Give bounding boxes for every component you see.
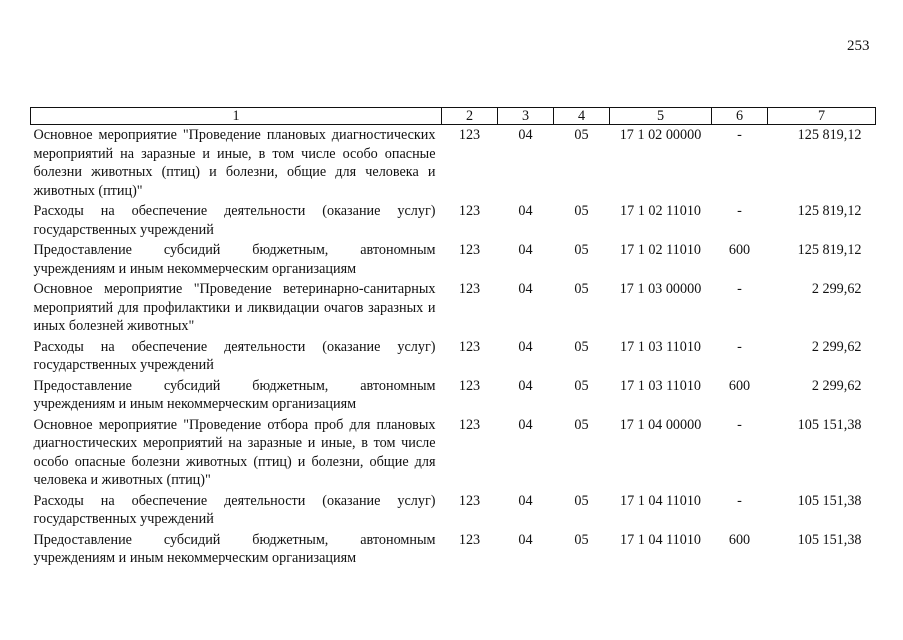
row-code-admin: 123: [458, 338, 481, 355]
table-row: [31, 279, 876, 337]
row-code-section: 04: [518, 203, 533, 219]
row-code-subsection: 05: [574, 416, 589, 433]
row-code-admin: 123: [458, 377, 481, 394]
page-number: 253: [847, 38, 870, 54]
row-code-expense-type: -: [737, 338, 742, 355]
row-code-target: 17 1 04 00000: [619, 416, 702, 433]
row-code-section: 04: [518, 281, 533, 297]
row-code-section: 04: [518, 127, 533, 143]
table-row: [31, 125, 876, 202]
header-col-5: 5: [610, 108, 712, 125]
table-row: [31, 201, 876, 240]
row-code-target: 17 1 02 00000: [619, 127, 702, 143]
row-code-section: 04: [518, 531, 533, 548]
row-code-expense-type: -: [737, 281, 742, 297]
row-amount: 105 151,38: [797, 531, 862, 548]
row-name: Расходы на обеспечение деятельности (оказание услуг) государственных учреждений: [33, 492, 436, 527]
header-col-4: 4: [554, 108, 610, 125]
row-code-subsection: 05: [574, 531, 589, 548]
table-row: [31, 337, 876, 376]
row-code-expense-type: -: [737, 492, 742, 509]
row-amount: 125 819,12: [797, 242, 862, 258]
row-amount: 125 819,12: [797, 203, 862, 219]
row-amount: 2 299,62: [811, 377, 862, 394]
row-code-expense-type: -: [737, 416, 742, 433]
row-name: Предоставление субсидий бюджетным, автономным учреждениям и иным некоммерческим организациям: [33, 531, 436, 566]
table-row: [31, 491, 876, 530]
table-row: [31, 415, 876, 491]
row-code-expense-type: 600: [728, 531, 751, 548]
row-code-section: 04: [518, 338, 533, 355]
row-code-target: 17 1 04 11010: [619, 531, 702, 548]
header-col-6: 6: [712, 108, 768, 125]
row-name: Предоставление субсидий бюджетным, автономным учреждениям и иным некоммерческим организациям: [33, 242, 436, 277]
row-code-target: 17 1 03 00000: [619, 281, 702, 297]
row-amount: 2 299,62: [811, 338, 862, 355]
row-code-section: 04: [518, 377, 533, 394]
row-code-admin: 123: [458, 281, 481, 297]
header-col-7: 7: [768, 108, 876, 125]
row-name: Расходы на обеспечение деятельности (оказание услуг) государственных учреждений: [33, 338, 436, 373]
table-row: [31, 530, 876, 569]
row-code-expense-type: 600: [728, 377, 751, 394]
row-code-section: 04: [518, 242, 533, 258]
row-code-section: 04: [518, 416, 533, 433]
row-name: Расходы на обеспечение деятельности (оказание услуг) государственных учреждений: [33, 203, 436, 238]
row-code-target: 17 1 03 11010: [619, 338, 702, 355]
row-name: Предоставление субсидий бюджетным, автономным учреждениям и иным некоммерческим организациям: [33, 377, 436, 412]
row-name: Основное мероприятие "Проведение ветеринарно-санитарных мероприятий для профилактики и ликвидации очагов заразных и иных болезней животных": [33, 281, 436, 334]
row-amount: 125 819,12: [797, 127, 862, 143]
row-code-admin: 123: [458, 531, 481, 548]
row-amount: 105 151,38: [797, 492, 862, 509]
row-code-admin: 123: [458, 242, 481, 258]
table-row: [31, 376, 876, 415]
header-row: [31, 108, 876, 125]
row-code-target: 17 1 02 11010: [619, 203, 702, 219]
row-code-subsection: 05: [574, 281, 589, 297]
row-code-subsection: 05: [574, 338, 589, 355]
row-code-target: 17 1 04 11010: [619, 492, 702, 509]
row-code-admin: 123: [458, 127, 481, 143]
table-row: [31, 240, 876, 279]
row-code-target: 17 1 02 11010: [619, 242, 702, 258]
row-code-expense-type: 600: [728, 242, 751, 258]
row-code-section: 04: [518, 492, 533, 509]
row-name: Основное мероприятие "Проведение отбора проб для плановых диагностических мероприятий на заразные и иные, в том числе особо опасные болезни животных (птиц) и болезни, общие для человека и животных (птиц)": [33, 416, 436, 488]
row-code-subsection: 05: [574, 203, 589, 219]
header-col-2: 2: [442, 108, 498, 125]
budget-table: [30, 107, 876, 569]
row-amount: 2 299,62: [811, 281, 862, 297]
row-code-subsection: 05: [574, 242, 589, 258]
row-code-target: 17 1 03 11010: [619, 377, 702, 394]
row-code-expense-type: -: [737, 127, 742, 143]
row-code-subsection: 05: [574, 127, 589, 143]
row-code-expense-type: -: [737, 203, 742, 219]
row-code-admin: 123: [458, 203, 481, 219]
header-col-3: 3: [498, 108, 554, 125]
header-col-1: 1: [31, 108, 442, 125]
row-code-subsection: 05: [574, 377, 589, 394]
row-name: Основное мероприятие "Проведение плановых диагностических мероприятий на заразные и иные, в том числе особо опасные болезни животных (птиц) и болезни, общие для человека и животных (птиц)": [33, 127, 436, 199]
row-code-admin: 123: [458, 416, 481, 433]
row-code-admin: 123: [458, 492, 481, 509]
row-amount: 105 151,38: [797, 416, 862, 433]
row-code-subsection: 05: [574, 492, 589, 509]
